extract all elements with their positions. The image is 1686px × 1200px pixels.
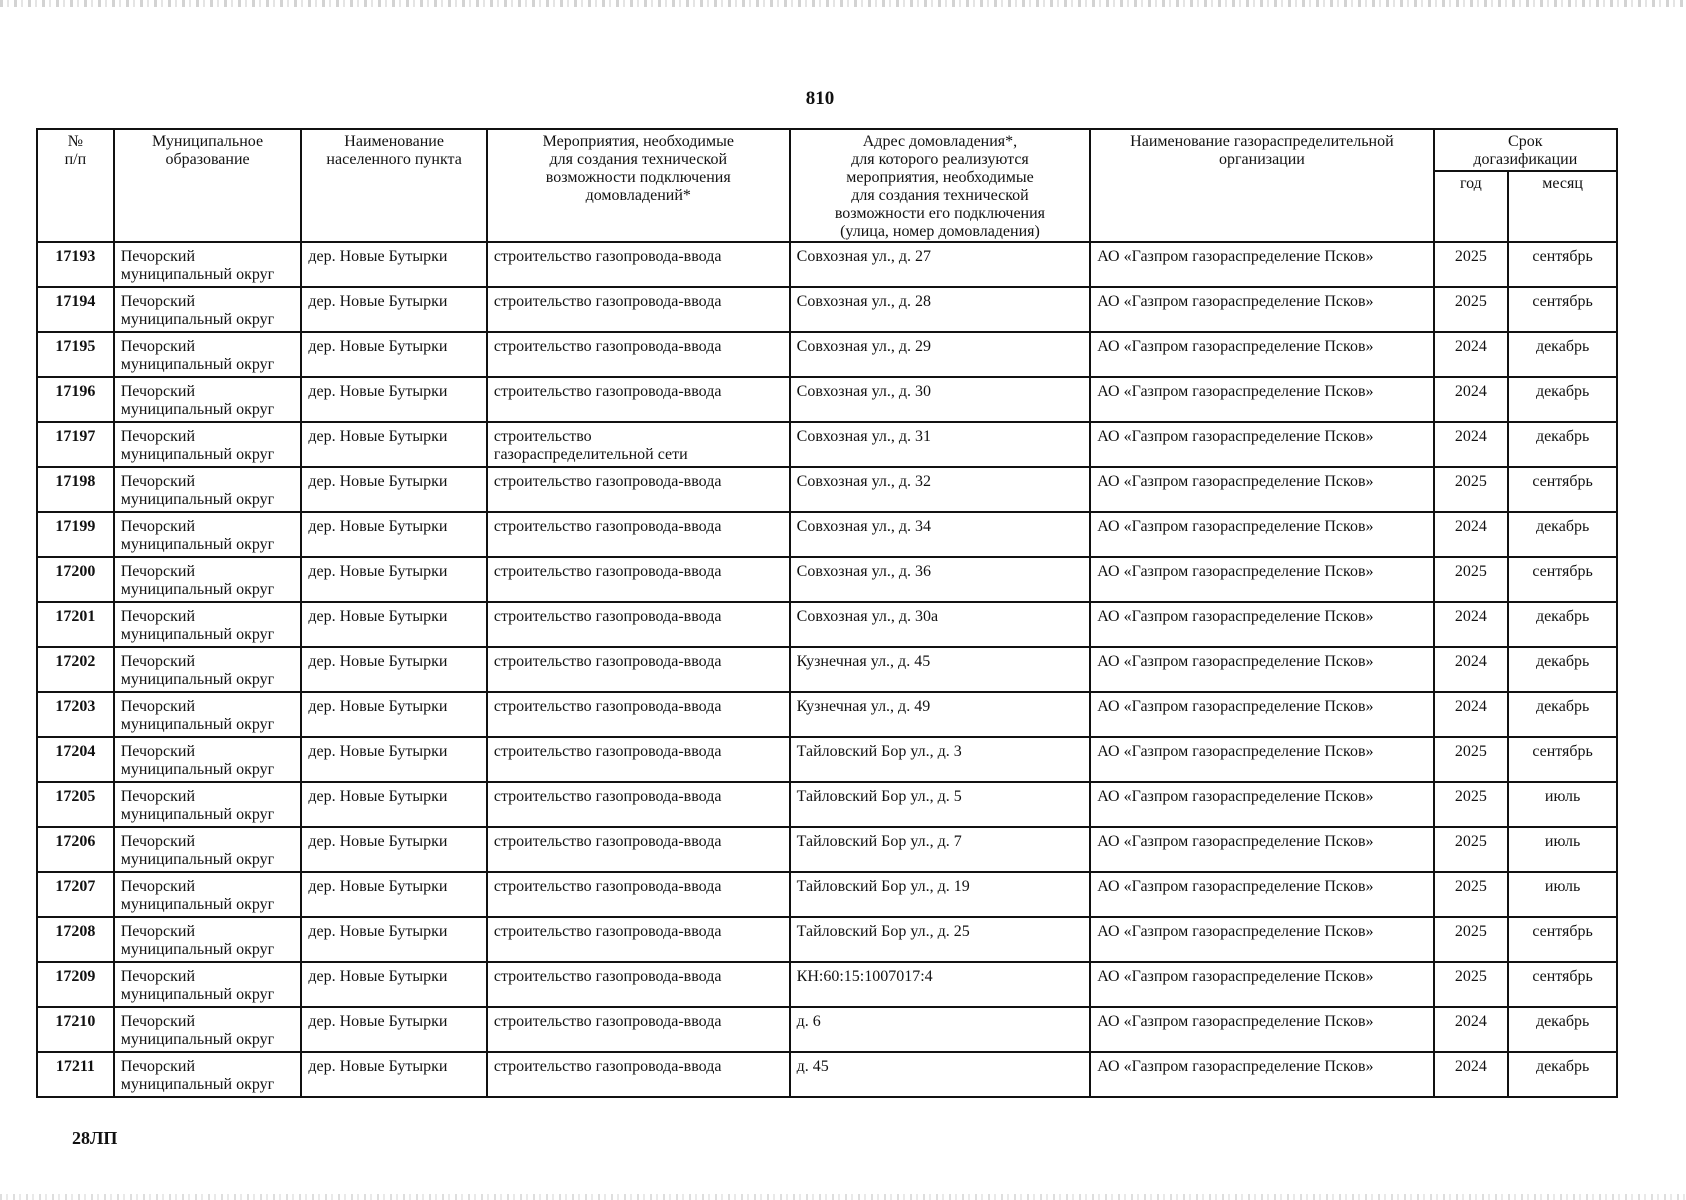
table-row xyxy=(37,1052,1617,1097)
cell-municipality: Печорский муниципальный округ xyxy=(114,962,302,1007)
cell-num: 17193 xyxy=(37,242,114,287)
cell-organization: АО «Газпром газораспределение Псков» xyxy=(1090,512,1433,557)
table-row xyxy=(37,917,1617,962)
cell-month: декабрь xyxy=(1508,692,1617,737)
cell-measure: строительство газопровода-ввода xyxy=(487,467,790,512)
cell-year: 2025 xyxy=(1434,917,1509,962)
table-row xyxy=(37,332,1617,377)
cell-municipality: Печорский муниципальный округ xyxy=(114,827,302,872)
cell-measure: строительство газопровода-ввода xyxy=(487,737,790,782)
cell-address: Тайловский Бор ул., д. 19 xyxy=(790,872,1091,917)
cell-municipality: Печорский муниципальный округ xyxy=(114,377,302,422)
cell-organization: АО «Газпром газораспределение Псков» xyxy=(1090,827,1433,872)
cell-address: Тайловский Бор ул., д. 5 xyxy=(790,782,1091,827)
table-row xyxy=(37,287,1617,332)
cell-year: 2024 xyxy=(1434,512,1509,557)
table-row xyxy=(37,1007,1617,1052)
table-row xyxy=(37,692,1617,737)
header-month: месяц xyxy=(1508,171,1617,242)
cell-settlement: дер. Новые Бутырки xyxy=(301,962,487,1007)
scan-edge-bottom xyxy=(0,1194,1686,1200)
cell-num: 17197 xyxy=(37,422,114,467)
cell-address: Совхозная ул., д. 27 xyxy=(790,242,1091,287)
cell-settlement: дер. Новые Бутырки xyxy=(301,287,487,332)
cell-month: сентябрь xyxy=(1508,467,1617,512)
cell-num: 17201 xyxy=(37,602,114,647)
cell-settlement: дер. Новые Бутырки xyxy=(301,467,487,512)
cell-year: 2024 xyxy=(1434,647,1509,692)
cell-month: сентябрь xyxy=(1508,737,1617,782)
cell-organization: АО «Газпром газораспределение Псков» xyxy=(1090,872,1433,917)
cell-year: 2025 xyxy=(1434,872,1509,917)
header-term: Срок догазификации xyxy=(1434,129,1617,171)
header-year: год xyxy=(1434,171,1509,242)
cell-address: Тайловский Бор ул., д. 25 xyxy=(790,917,1091,962)
cell-year: 2024 xyxy=(1434,1052,1509,1097)
table-row xyxy=(37,377,1617,422)
cell-measure: строительство газопровода-ввода xyxy=(487,647,790,692)
table-row xyxy=(37,512,1617,557)
cell-month: июль xyxy=(1508,827,1617,872)
cell-month: декабрь xyxy=(1508,422,1617,467)
cell-settlement: дер. Новые Бутырки xyxy=(301,422,487,467)
cell-measure: строительство газопровода-ввода xyxy=(487,332,790,377)
cell-address: д. 6 xyxy=(790,1007,1091,1052)
cell-address: Кузнечная ул., д. 45 xyxy=(790,647,1091,692)
cell-num: 17210 xyxy=(37,1007,114,1052)
cell-month: сентябрь xyxy=(1508,557,1617,602)
cell-municipality: Печорский муниципальный округ xyxy=(114,737,302,782)
cell-organization: АО «Газпром газораспределение Псков» xyxy=(1090,647,1433,692)
cell-address: Совхозная ул., д. 32 xyxy=(790,467,1091,512)
cell-organization: АО «Газпром газораспределение Псков» xyxy=(1090,422,1433,467)
cell-year: 2025 xyxy=(1434,557,1509,602)
cell-num: 17200 xyxy=(37,557,114,602)
table-row xyxy=(37,737,1617,782)
cell-organization: АО «Газпром газораспределение Псков» xyxy=(1090,557,1433,602)
table-body xyxy=(37,242,1617,1097)
cell-organization: АО «Газпром газораспределение Псков» xyxy=(1090,737,1433,782)
cell-settlement: дер. Новые Бутырки xyxy=(301,242,487,287)
cell-month: декабрь xyxy=(1508,377,1617,422)
cell-measure: строительство газопровода-ввода xyxy=(487,917,790,962)
cell-municipality: Печорский муниципальный округ xyxy=(114,512,302,557)
table-row xyxy=(37,602,1617,647)
cell-settlement: дер. Новые Бутырки xyxy=(301,827,487,872)
cell-num: 17206 xyxy=(37,827,114,872)
cell-settlement: дер. Новые Бутырки xyxy=(301,782,487,827)
cell-month: декабрь xyxy=(1508,1007,1617,1052)
cell-organization: АО «Газпром газораспределение Псков» xyxy=(1090,917,1433,962)
cell-municipality: Печорский муниципальный округ xyxy=(114,557,302,602)
cell-month: декабрь xyxy=(1508,332,1617,377)
cell-month: сентябрь xyxy=(1508,917,1617,962)
header-measures: Мероприятия, необходимые для создания технической возможности подключения домовладений* xyxy=(487,129,790,242)
cell-measure: строительство газопровода-ввода xyxy=(487,827,790,872)
cell-measure: строительство газопровода-ввода xyxy=(487,557,790,602)
table-header xyxy=(37,129,1617,242)
table-row xyxy=(37,557,1617,602)
cell-measure: строительство газопровода-ввода xyxy=(487,1007,790,1052)
cell-municipality: Печорский муниципальный округ xyxy=(114,692,302,737)
cell-settlement: дер. Новые Бутырки xyxy=(301,377,487,422)
cell-num: 17209 xyxy=(37,962,114,1007)
cell-num: 17194 xyxy=(37,287,114,332)
cell-settlement: дер. Новые Бутырки xyxy=(301,602,487,647)
cell-settlement: дер. Новые Бутырки xyxy=(301,1052,487,1097)
cell-organization: АО «Газпром газораспределение Псков» xyxy=(1090,377,1433,422)
cell-address: КН:60:15:1007017:4 xyxy=(790,962,1091,1007)
cell-num: 17205 xyxy=(37,782,114,827)
cell-municipality: Печорский муниципальный округ xyxy=(114,1007,302,1052)
table-row xyxy=(37,827,1617,872)
cell-year: 2025 xyxy=(1434,467,1509,512)
table-row xyxy=(37,962,1617,1007)
cell-num: 17202 xyxy=(37,647,114,692)
cell-year: 2025 xyxy=(1434,827,1509,872)
header-num: № п/п xyxy=(37,129,114,242)
cell-municipality: Печорский муниципальный округ xyxy=(114,287,302,332)
cell-measure: строительство газопровода-ввода xyxy=(487,512,790,557)
cell-municipality: Печорский муниципальный округ xyxy=(114,467,302,512)
cell-year: 2024 xyxy=(1434,602,1509,647)
cell-measure: строительство газопровода-ввода xyxy=(487,287,790,332)
cell-measure: строительство газопровода-ввода xyxy=(487,692,790,737)
cell-num: 17208 xyxy=(37,917,114,962)
cell-settlement: дер. Новые Бутырки xyxy=(301,512,487,557)
cell-year: 2025 xyxy=(1434,737,1509,782)
cell-year: 2024 xyxy=(1434,332,1509,377)
cell-year: 2024 xyxy=(1434,422,1509,467)
cell-settlement: дер. Новые Бутырки xyxy=(301,917,487,962)
cell-num: 17198 xyxy=(37,467,114,512)
cell-month: сентябрь xyxy=(1508,287,1617,332)
cell-settlement: дер. Новые Бутырки xyxy=(301,737,487,782)
cell-month: сентябрь xyxy=(1508,242,1617,287)
cell-num: 17196 xyxy=(37,377,114,422)
cell-organization: АО «Газпром газораспределение Псков» xyxy=(1090,1052,1433,1097)
table-row xyxy=(37,467,1617,512)
cell-address: Совхозная ул., д. 30 xyxy=(790,377,1091,422)
footer-code: 28ЛП xyxy=(72,1128,118,1148)
cell-municipality: Печорский муниципальный округ xyxy=(114,1052,302,1097)
cell-municipality: Печорский муниципальный округ xyxy=(114,332,302,377)
cell-measure: строительство газопровода-ввода xyxy=(487,242,790,287)
cell-address: Совхозная ул., д. 31 xyxy=(790,422,1091,467)
cell-num: 17195 xyxy=(37,332,114,377)
cell-address: Совхозная ул., д. 30а xyxy=(790,602,1091,647)
cell-settlement: дер. Новые Бутырки xyxy=(301,872,487,917)
cell-organization: АО «Газпром газораспределение Псков» xyxy=(1090,1007,1433,1052)
cell-settlement: дер. Новые Бутырки xyxy=(301,557,487,602)
cell-year: 2025 xyxy=(1434,782,1509,827)
cell-num: 17207 xyxy=(37,872,114,917)
cell-address: Тайловский Бор ул., д. 3 xyxy=(790,737,1091,782)
cell-settlement: дер. Новые Бутырки xyxy=(301,692,487,737)
cell-organization: АО «Газпром газораспределение Псков» xyxy=(1090,782,1433,827)
cell-num: 17204 xyxy=(37,737,114,782)
cell-organization: АО «Газпром газораспределение Псков» xyxy=(1090,962,1433,1007)
cell-month: декабрь xyxy=(1508,1052,1617,1097)
cell-organization: АО «Газпром газораспределение Псков» xyxy=(1090,467,1433,512)
cell-address: Совхозная ул., д. 29 xyxy=(790,332,1091,377)
cell-address: Кузнечная ул., д. 49 xyxy=(790,692,1091,737)
cell-num: 17199 xyxy=(37,512,114,557)
cell-organization: АО «Газпром газораспределение Псков» xyxy=(1090,602,1433,647)
cell-measure: строительство газопровода-ввода xyxy=(487,377,790,422)
cell-year: 2024 xyxy=(1434,1007,1509,1052)
cell-year: 2024 xyxy=(1434,377,1509,422)
cell-municipality: Печорский муниципальный округ xyxy=(114,647,302,692)
table-row xyxy=(37,872,1617,917)
page-number: 810 xyxy=(805,88,835,109)
cell-num: 17211 xyxy=(37,1052,114,1097)
cell-municipality: Печорский муниципальный округ xyxy=(114,872,302,917)
header-settlement: Наименование населенного пункта xyxy=(301,129,487,242)
cell-address: Совхозная ул., д. 34 xyxy=(790,512,1091,557)
cell-month: декабрь xyxy=(1508,512,1617,557)
table-row xyxy=(37,242,1617,287)
cell-month: декабрь xyxy=(1508,602,1617,647)
cell-year: 2025 xyxy=(1434,242,1509,287)
cell-measure: строительство газораспределительной сети xyxy=(487,422,790,467)
cell-settlement: дер. Новые Бутырки xyxy=(301,332,487,377)
cell-measure: строительство газопровода-ввода xyxy=(487,1052,790,1097)
table-row xyxy=(37,647,1617,692)
cell-year: 2025 xyxy=(1434,287,1509,332)
table-row xyxy=(37,422,1617,467)
cell-municipality: Печорский муниципальный округ xyxy=(114,602,302,647)
cell-address: д. 45 xyxy=(790,1052,1091,1097)
cell-measure: строительство газопровода-ввода xyxy=(487,962,790,1007)
header-organization: Наименование газораспределительной организации xyxy=(1090,129,1433,242)
cell-address: Совхозная ул., д. 28 xyxy=(790,287,1091,332)
cell-organization: АО «Газпром газораспределение Псков» xyxy=(1090,287,1433,332)
header-municipality: Муниципальное образование xyxy=(114,129,302,242)
cell-organization: АО «Газпром газораспределение Псков» xyxy=(1090,692,1433,737)
header-address: Адрес домовладения*, для которого реализуются мероприятия, необходимые для создания технической возможности его подключения (улица, номер домовладения) xyxy=(790,129,1091,242)
cell-month: июль xyxy=(1508,872,1617,917)
cell-municipality: Печорский муниципальный округ xyxy=(114,782,302,827)
cell-municipality: Печорский муниципальный округ xyxy=(114,242,302,287)
scan-edge-top xyxy=(0,0,1686,7)
cell-settlement: дер. Новые Бутырки xyxy=(301,647,487,692)
cell-year: 2024 xyxy=(1434,692,1509,737)
cell-measure: строительство газопровода-ввода xyxy=(487,872,790,917)
gasification-table xyxy=(36,128,1618,1098)
cell-address: Тайловский Бор ул., д. 7 xyxy=(790,827,1091,872)
cell-year: 2025 xyxy=(1434,962,1509,1007)
cell-month: июль xyxy=(1508,782,1617,827)
cell-settlement: дер. Новые Бутырки xyxy=(301,1007,487,1052)
cell-num: 17203 xyxy=(37,692,114,737)
table-row xyxy=(37,782,1617,827)
cell-organization: АО «Газпром газораспределение Псков» xyxy=(1090,242,1433,287)
cell-measure: строительство газопровода-ввода xyxy=(487,782,790,827)
cell-municipality: Печорский муниципальный округ xyxy=(114,422,302,467)
cell-municipality: Печорский муниципальный округ xyxy=(114,917,302,962)
cell-month: декабрь xyxy=(1508,647,1617,692)
cell-organization: АО «Газпром газораспределение Псков» xyxy=(1090,332,1433,377)
cell-measure: строительство газопровода-ввода xyxy=(487,602,790,647)
cell-address: Совхозная ул., д. 36 xyxy=(790,557,1091,602)
cell-month: сентябрь xyxy=(1508,962,1617,1007)
